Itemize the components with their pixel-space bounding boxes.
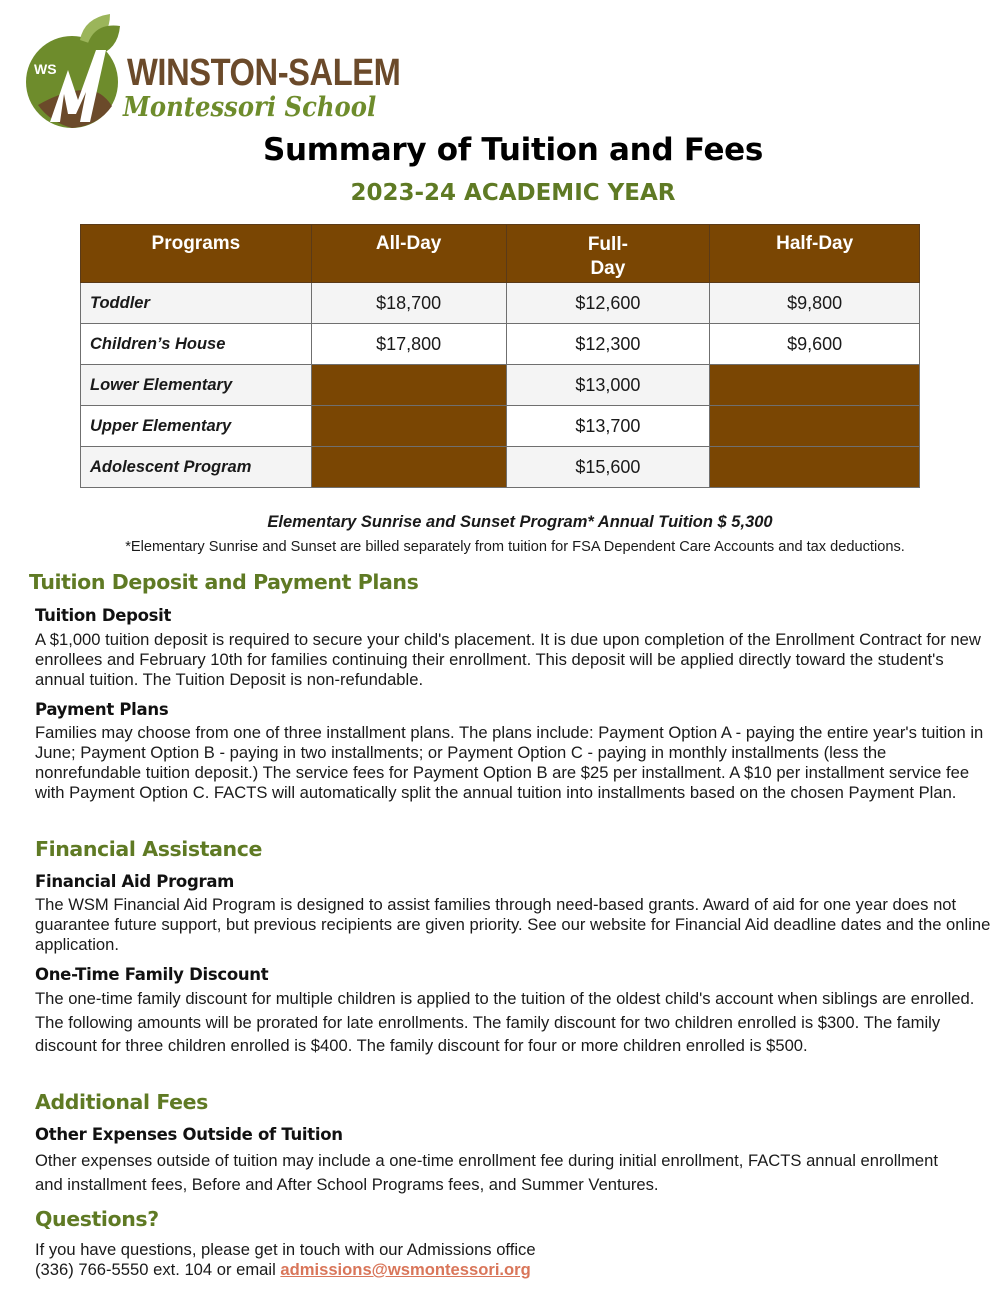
column-header-half-day: Half-Day xyxy=(710,225,920,283)
section-heading-additional-fees: Additional Fees xyxy=(35,1090,208,1114)
not-offered-cell xyxy=(311,365,506,406)
table-row xyxy=(81,406,920,447)
program-name: Adolescent Program xyxy=(81,447,312,488)
column-header-full-day: Full-Day xyxy=(506,225,710,283)
subheading-family-discount: One-Time Family Discount xyxy=(35,965,269,984)
not-offered-cell xyxy=(311,406,506,447)
half-day-price: $9,600 xyxy=(710,324,920,365)
section-heading-deposit-plans: Tuition Deposit and Payment Plans xyxy=(29,570,419,594)
full-day-price: $12,300 xyxy=(506,324,710,365)
program-name: Upper Elementary xyxy=(81,406,312,447)
sunrise-footnote: *Elementary Sunrise and Sunset are billed separately from tuition for FSA Dependent Care Accounts and tax deductions. xyxy=(125,539,905,555)
academic-year: 2023-24 ACADEMIC YEAR xyxy=(350,180,676,206)
school-logo xyxy=(20,10,401,130)
subheading-financial-aid: Financial Aid Program xyxy=(35,872,235,891)
all-day-price: $17,800 xyxy=(311,324,506,365)
full-day-price: $12,600 xyxy=(506,283,710,324)
subheading-other-expenses: Other Expenses Outside of Tuition xyxy=(35,1125,343,1144)
not-offered-cell xyxy=(710,447,920,488)
financial-aid-text: The WSM Financial Aid Program is designed to assist families through need-based grants. Award of aid for one year does not guarantee future support, but previous recipients are given priority. See our website for Financial Aid deadline dates and the online application. xyxy=(35,895,991,954)
svg-text:WS: WS xyxy=(34,61,57,77)
other-expenses-text: Other expenses outside of tuition may include a one-time enrollment fee during initial enrollment, FACTS annual enrollment and installment fees, Before and After School Programs fees, and Summer Ventures. xyxy=(35,1151,938,1194)
questions-contact-text xyxy=(35,1240,995,1280)
full-day-price: $13,700 xyxy=(506,406,710,447)
program-name: Children’s House xyxy=(81,324,312,365)
table-row xyxy=(81,365,920,406)
not-offered-cell xyxy=(710,406,920,447)
logo-mark-icon xyxy=(20,10,130,130)
not-offered-cell xyxy=(311,447,506,488)
page-title: Summary of Tuition and Fees xyxy=(262,132,764,168)
sunrise-sunset-tuition: Elementary Sunrise and Sunset Program* Annual Tuition $ 5,300 xyxy=(267,513,773,531)
not-offered-cell xyxy=(710,365,920,406)
full-day-price: $13,000 xyxy=(506,365,710,406)
logo-tagline: Montessori School xyxy=(123,92,377,123)
table-row xyxy=(81,324,920,365)
section-heading-questions: Questions? xyxy=(35,1207,159,1231)
section-heading-financial-assistance: Financial Assistance xyxy=(35,837,263,861)
table-row xyxy=(81,447,920,488)
all-day-price: $18,700 xyxy=(311,283,506,324)
questions-phone: (336) 766-5550 ext. 104 or email xyxy=(35,1260,281,1279)
family-discount-text: The one-time family discount for multiple children is applied to the tuition of the oldest child's account when siblings are enrolled. The following amounts will be prorated for late enrollments. The family discount for two children enrolled is $300. The family discount for three children enrolled is $400. The family discount for four or more children enrolled is $500. xyxy=(35,989,975,1055)
tuition-deposit-text: A $1,000 tuition deposit is required to secure your child's placement. It is due upon completion of the Enrollment Contract for new enrollees and February 10th for families continuing their enrollment. This deposit will be applied directly toward the student's annual tuition. The Tuition Deposit is non-refundable. xyxy=(35,630,981,689)
program-name: Lower Elementary xyxy=(81,365,312,406)
half-day-price: $9,800 xyxy=(710,283,920,324)
admissions-email-link[interactable]: admissions@wsmontessori.org xyxy=(280,1260,531,1279)
column-header-programs: Programs xyxy=(81,225,312,283)
questions-line-1: If you have questions, please get in touch with our Admissions office xyxy=(35,1240,536,1259)
full-day-price: $15,600 xyxy=(506,447,710,488)
table-header-row xyxy=(81,225,920,283)
column-header-all-day: All-Day xyxy=(311,225,506,283)
tuition-table xyxy=(80,224,920,488)
subheading-payment-plans: Payment Plans xyxy=(35,700,169,719)
table-row xyxy=(81,283,920,324)
subheading-tuition-deposit: Tuition Deposit xyxy=(35,606,172,625)
program-name: Toddler xyxy=(81,283,312,324)
logo-school-name: WINSTON-SALEM xyxy=(127,52,401,94)
payment-plans-text: Families may choose from one of three installment plans. The plans include: Payment Option A - paying the entire year's tuition in June; Payment Option B - paying in two installments; or Payment Option C - paying in monthly installments (less the nonrefundable tuition deposit.) The service fees for Payment Option B are $25 per installment. A $10 per installment service fee with Payment Option C. FACTS will automatically split the annual tuition into installments based on the chosen Payment Plan. xyxy=(35,723,984,802)
